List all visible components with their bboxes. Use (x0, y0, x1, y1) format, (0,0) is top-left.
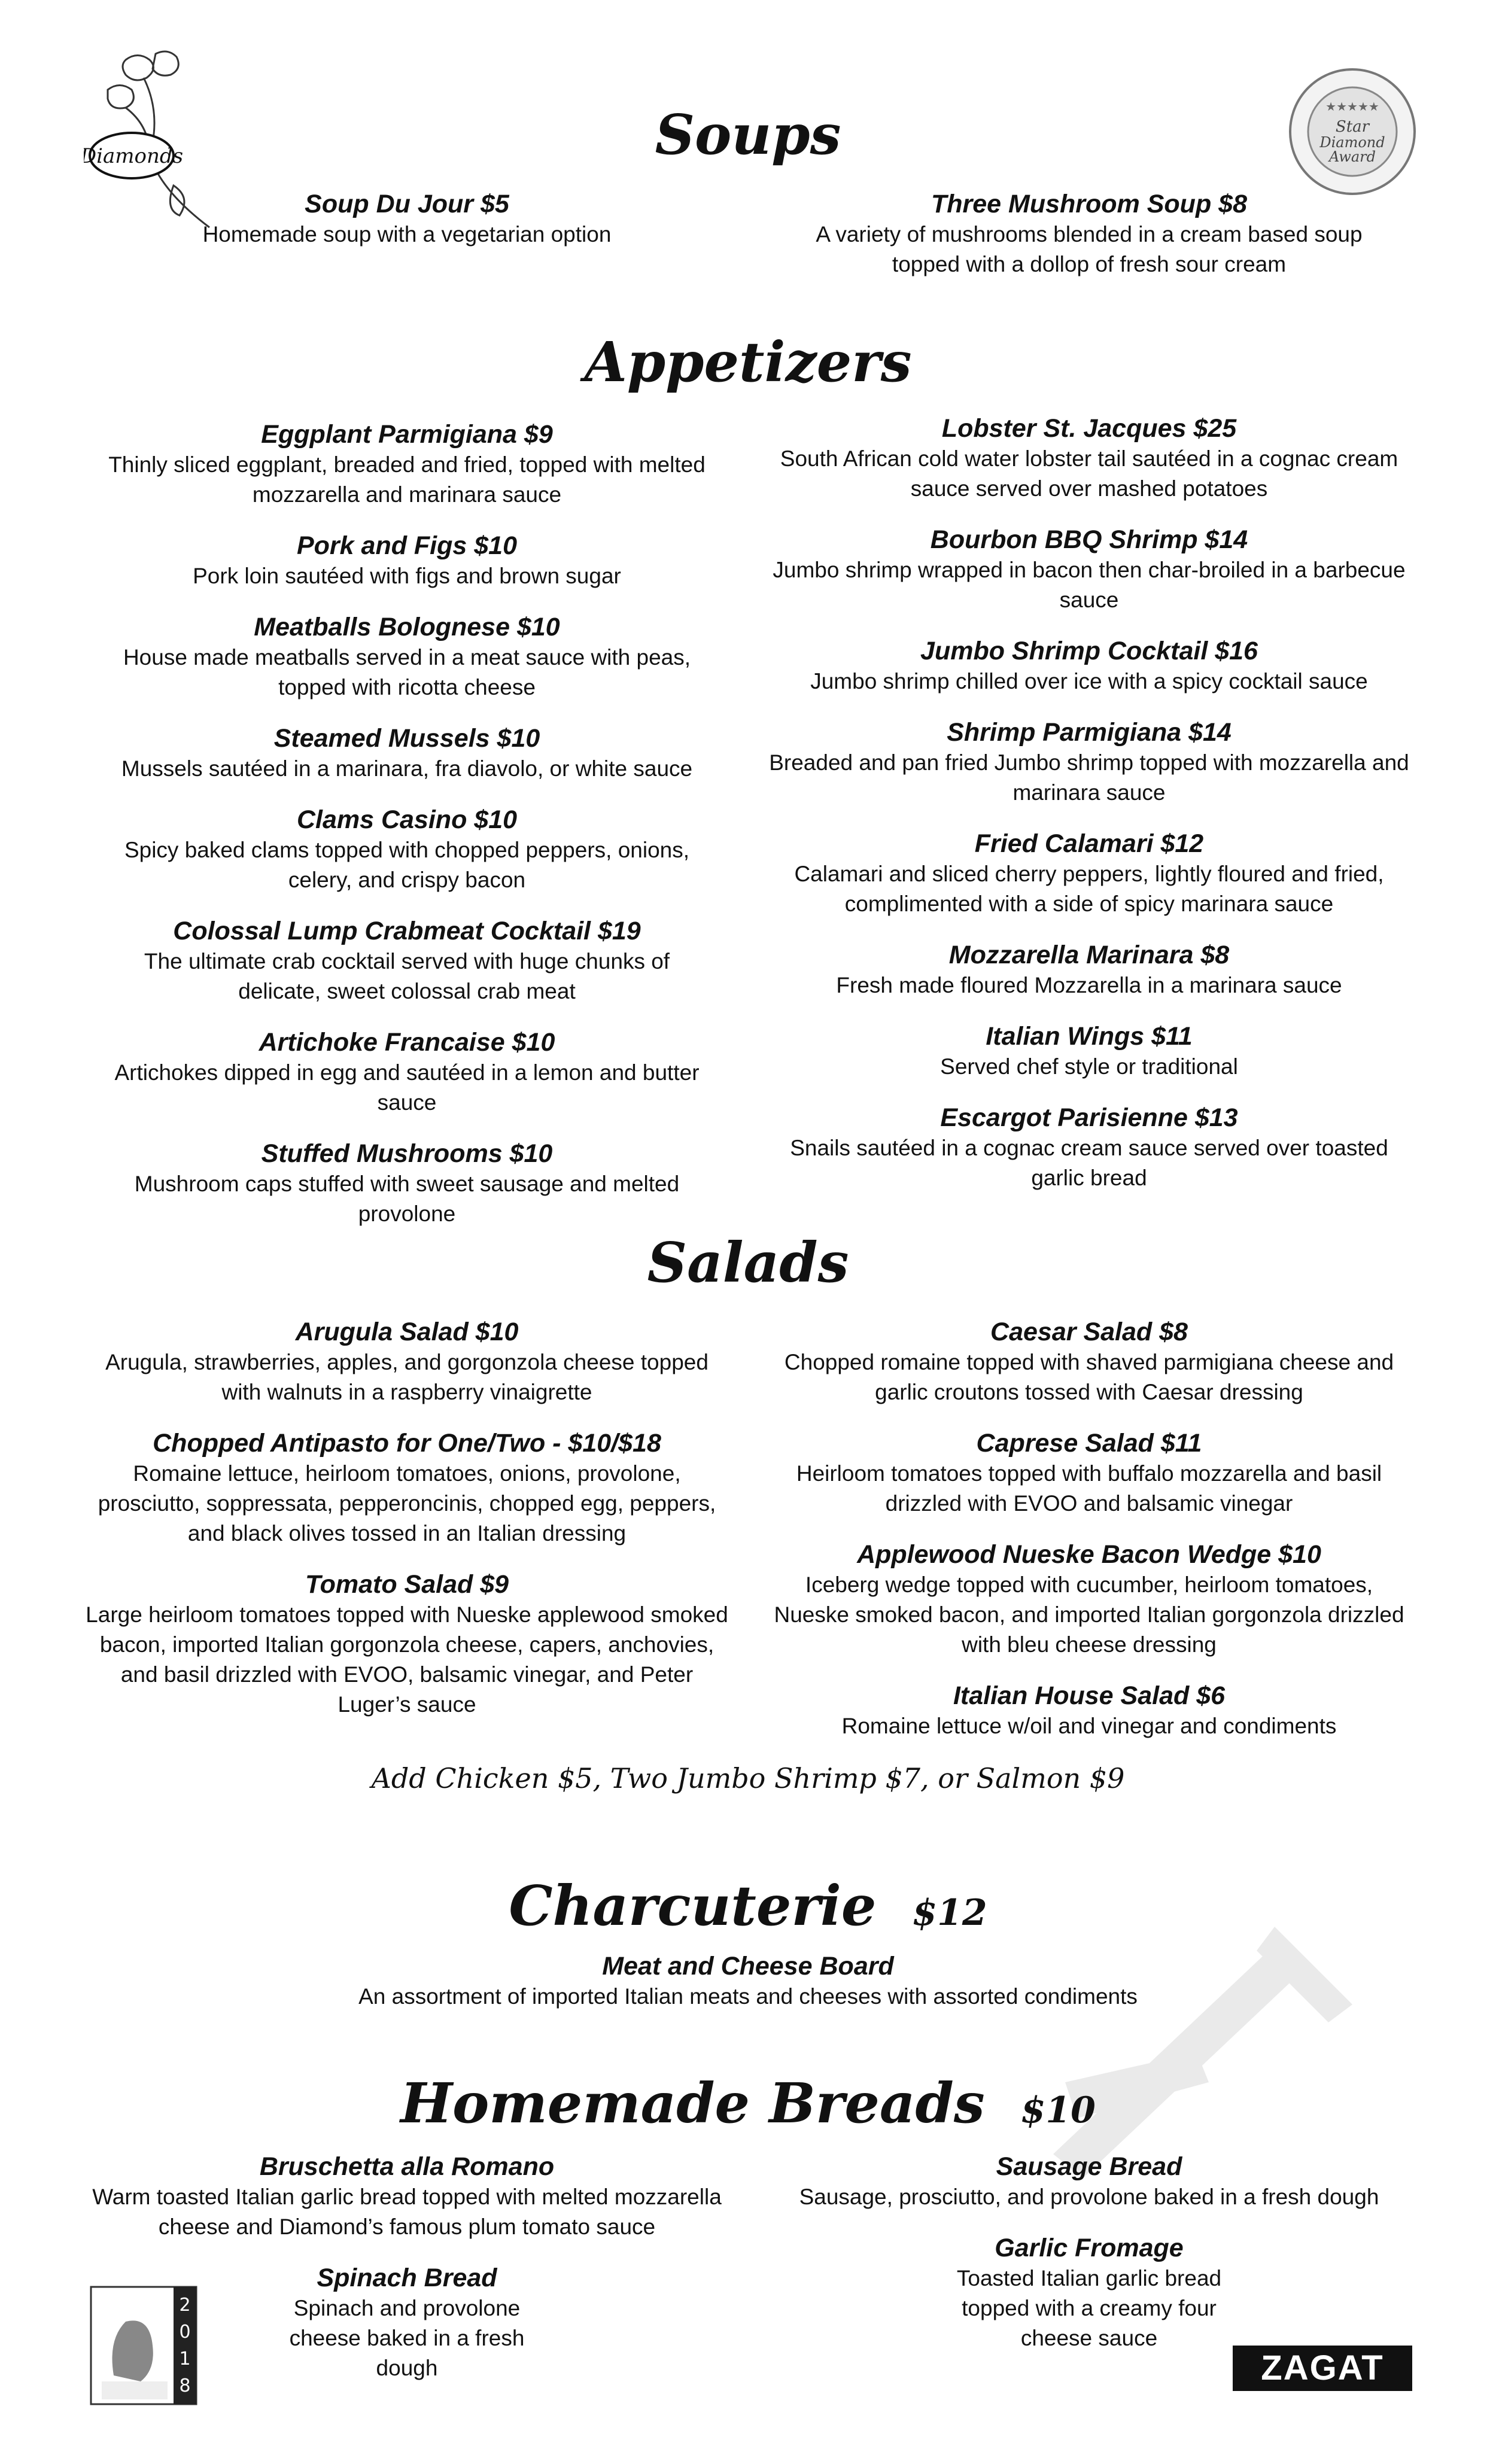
item-name: Chopped Antipasto for One/Two - $10/$18 (153, 1429, 661, 1458)
item-desc: Warm toasted Italian garlic bread topped with melted mozzarella cheese and Diamond’s famous plum tomato sauce (92, 2185, 722, 2239)
menu-item (754, 2232, 1424, 2353)
charcuterie-title (0, 1873, 1496, 1946)
menu-item (84, 1316, 730, 1407)
menu-item (766, 635, 1412, 696)
menu-item (108, 612, 706, 702)
item-desc: South African cold water lobster tail sautéed in a cognac cream sauce served over mashed potatoes (780, 446, 1398, 501)
item-name: Colossal Lump Crabmeat Cocktail $19 (173, 917, 641, 945)
soups-title: Soups (655, 102, 841, 167)
item-name: Soup Du Jour $5 (305, 190, 509, 218)
menu-item (766, 1428, 1412, 1519)
item-desc: Jumbo shrimp chilled over ice with a spicy cocktail sauce (810, 669, 1368, 693)
svg-text:Award: Award (1329, 148, 1376, 165)
item-name: Applewood Nueske Bacon Wedge $10 (857, 1540, 1321, 1569)
item-name: Escargot Parisienne $13 (940, 1103, 1238, 1132)
salad-addons: Add Chicken $5, Two Jumbo Shrimp $7, or Salmon $9 (371, 1762, 1125, 1794)
salads-left-column (72, 1316, 742, 1740)
menu-item (108, 915, 706, 1006)
item-name: Meat and Cheese Board (602, 1952, 894, 1981)
menu-item (766, 717, 1412, 808)
item-name: Tomato Salad $9 (305, 1570, 509, 1599)
item-desc: Calamari and sliced cherry peppers, lightly floured and fried, complimented with a side of spicy marinara sauce (794, 862, 1384, 916)
item-name: Meatballs Bolognese $10 (254, 613, 560, 641)
item-desc: Served chef style or traditional (940, 1054, 1238, 1079)
item-desc: Jumbo shrimp wrapped in bacon then char-broiled in a barbecue sauce (773, 558, 1406, 612)
menu-item (108, 804, 706, 895)
breads-price: $10 (1020, 2089, 1096, 2131)
item-name: Shrimp Parmigiana $14 (947, 718, 1232, 747)
item-desc: Heirloom tomatoes topped with buffalo mozzarella and basil drizzled with EVOO and balsamic vinegar (796, 1461, 1382, 1516)
svg-text:Star: Star (1335, 118, 1370, 136)
item-name: Pork and Figs $10 (296, 531, 518, 560)
item-name: Arugula Salad $10 (295, 1318, 519, 1346)
item-name: Lobster St. Jacques $25 (941, 414, 1237, 443)
menu-item (72, 2151, 742, 2242)
item-name: Bruschetta alla Romano (259, 2152, 555, 2181)
item-desc: Toasted Italian garlic bread topped with a creamy four cheese sauce (956, 2266, 1222, 2350)
item-desc: Chopped romaine topped with shaved parmigiana cheese and garlic croutons tossed with Caesar dressing (784, 1350, 1394, 1404)
item-name: Caprese Salad $11 (976, 1429, 1202, 1458)
menu-item (108, 419, 706, 510)
item-name: Bourbon BBQ Shrimp $14 (930, 525, 1248, 554)
item-desc: Sausage, prosciutto, and provolone baked in a fresh dough (799, 2185, 1379, 2209)
item-desc: Homemade soup with a vegetarian option (202, 222, 612, 247)
item-desc: Thinly sliced eggplant, breaded and fried, topped with melted mozzarella and marinara sauce (108, 452, 706, 507)
menu-item (766, 828, 1412, 919)
menu-item (72, 188, 742, 250)
salads-right-column (754, 1316, 1424, 1762)
salads-title: Salads (647, 1230, 849, 1295)
item-name: Artichoke Francaise $10 (259, 1028, 555, 1057)
menu-item (766, 524, 1412, 615)
item-desc: A variety of mushrooms blended in a cream based soup topped with a dollop of fresh sour cream (816, 222, 1363, 276)
menu-item (766, 939, 1412, 1000)
charcuterie-price: $12 (912, 1892, 987, 1934)
menu-item (108, 1138, 706, 1229)
item-name: Italian House Salad $6 (953, 1681, 1226, 1710)
item-name: Caesar Salad $8 (990, 1318, 1188, 1346)
badge-year: 2018 (179, 2295, 191, 2396)
appetizers-left-column (72, 419, 742, 1249)
appetizers-title: Appetizers (584, 330, 912, 394)
menu-item (84, 1428, 730, 1549)
item-desc: Breaded and pan fried Jumbo shrimp topped with mozzarella and marinara sauce (769, 750, 1409, 805)
item-name: Stuffed Mushrooms $10 (261, 1139, 553, 1168)
charcuterie-item (0, 1951, 1496, 2032)
item-name: Garlic Fromage (995, 2234, 1184, 2262)
item-desc: House made meatballs served in a meat sauce with peas, topped with ricotta cheese (123, 645, 691, 699)
item-desc: Spinach and provolone cheese baked in a fresh dough (289, 2296, 525, 2380)
menu-item (108, 530, 706, 591)
menu-item (754, 188, 1424, 279)
item-desc: Mussels sautéed in a marinara, fra diavolo, or white sauce (121, 756, 693, 781)
item-name: Eggplant Parmigiana $9 (261, 420, 553, 449)
item-desc: Spicy baked clams topped with chopped peppers, onions, celery, and crispy bacon (124, 838, 690, 892)
item-name: Mozzarella Marinara $8 (948, 941, 1230, 969)
item-desc: Pork loin sautéed with figs and brown sugar (193, 564, 621, 588)
breads-right-column (754, 2151, 1424, 2374)
item-desc: Iceberg wedge topped with cucumber, heirloom tomatoes, Nueske smoked bacon, and imported Italian gorgonzola drizzled with bleu cheese dressing (774, 1572, 1404, 1657)
item-desc: Snails sautéed in a cognac cream sauce served over toasted garlic bread (790, 1136, 1388, 1190)
menu-item (766, 1680, 1412, 1741)
item-desc: The ultimate crab cocktail served with huge chunks of delicate, sweet colossal crab meat (144, 949, 670, 1003)
menu-item (108, 723, 706, 784)
soups-left-column (72, 188, 742, 270)
zagat-logo: ZAGAT (1233, 2346, 1412, 2391)
breads-title-text: Homemade Breads (400, 2071, 985, 2136)
logo-text: Diamonds (84, 144, 184, 168)
item-desc: Large heirloom tomatoes topped with Nueske applewood smoked bacon, imported Italian gorgonzola cheese, capers, anchovies, and basil drizzled with EVOO, balsamic vinegar, and Peter Luger’s sauce (86, 1602, 728, 1717)
menu-item (754, 2151, 1424, 2212)
item-name: Sausage Bread (996, 2152, 1182, 2181)
item-desc: Artichokes dipped in egg and sautéed in a lemon and butter sauce (114, 1060, 700, 1115)
item-desc: Romaine lettuce w/oil and vinegar and condiments (841, 1714, 1337, 1738)
svg-text:★★★★★: ★★★★★ (1325, 99, 1379, 114)
item-name: Clams Casino $10 (296, 805, 518, 834)
item-desc: An assortment of imported Italian meats and cheeses with assorted condiments (358, 1984, 1138, 2009)
soups-right-column (754, 188, 1424, 300)
item-name: Spinach Bread (317, 2264, 497, 2292)
item-desc: Mushroom caps stuffed with sweet sausage and melted provolone (134, 1172, 680, 1226)
item-desc: Fresh made floured Mozzarella in a marinara sauce (836, 973, 1342, 997)
item-name: Steamed Mussels $10 (273, 724, 540, 753)
menu-item (766, 1539, 1412, 1660)
item-name: Three Mushroom Soup $8 (931, 190, 1247, 218)
item-desc: Romaine lettuce, heirloom tomatoes, onions, provolone, prosciutto, soppressata, pepperoncinis, chopped egg, peppers, and black olives tossed in an Italian dressing (98, 1461, 716, 1546)
menu-item (766, 413, 1412, 504)
menu-item (0, 1951, 1496, 2012)
menu-item (766, 1102, 1412, 1193)
award-badge (90, 2286, 197, 2405)
item-name: Fried Calamari $12 (974, 829, 1204, 858)
appetizers-right-column (754, 413, 1424, 1213)
menu-item (766, 1021, 1412, 1082)
charcuterie-title-text: Charcuterie (509, 1873, 877, 1938)
item-name: Jumbo Shrimp Cocktail $16 (920, 637, 1258, 665)
menu-item (766, 1316, 1412, 1407)
item-name: Italian Wings $11 (986, 1022, 1193, 1051)
breads-title (0, 2070, 1496, 2143)
item-desc: Arugula, strawberries, apples, and gorgonzola cheese topped with walnuts in a raspberry vinaigrette (105, 1350, 709, 1404)
svg-text:Diamond: Diamond (1319, 134, 1385, 151)
menu-item (84, 1569, 730, 1720)
menu-item (108, 1027, 706, 1118)
